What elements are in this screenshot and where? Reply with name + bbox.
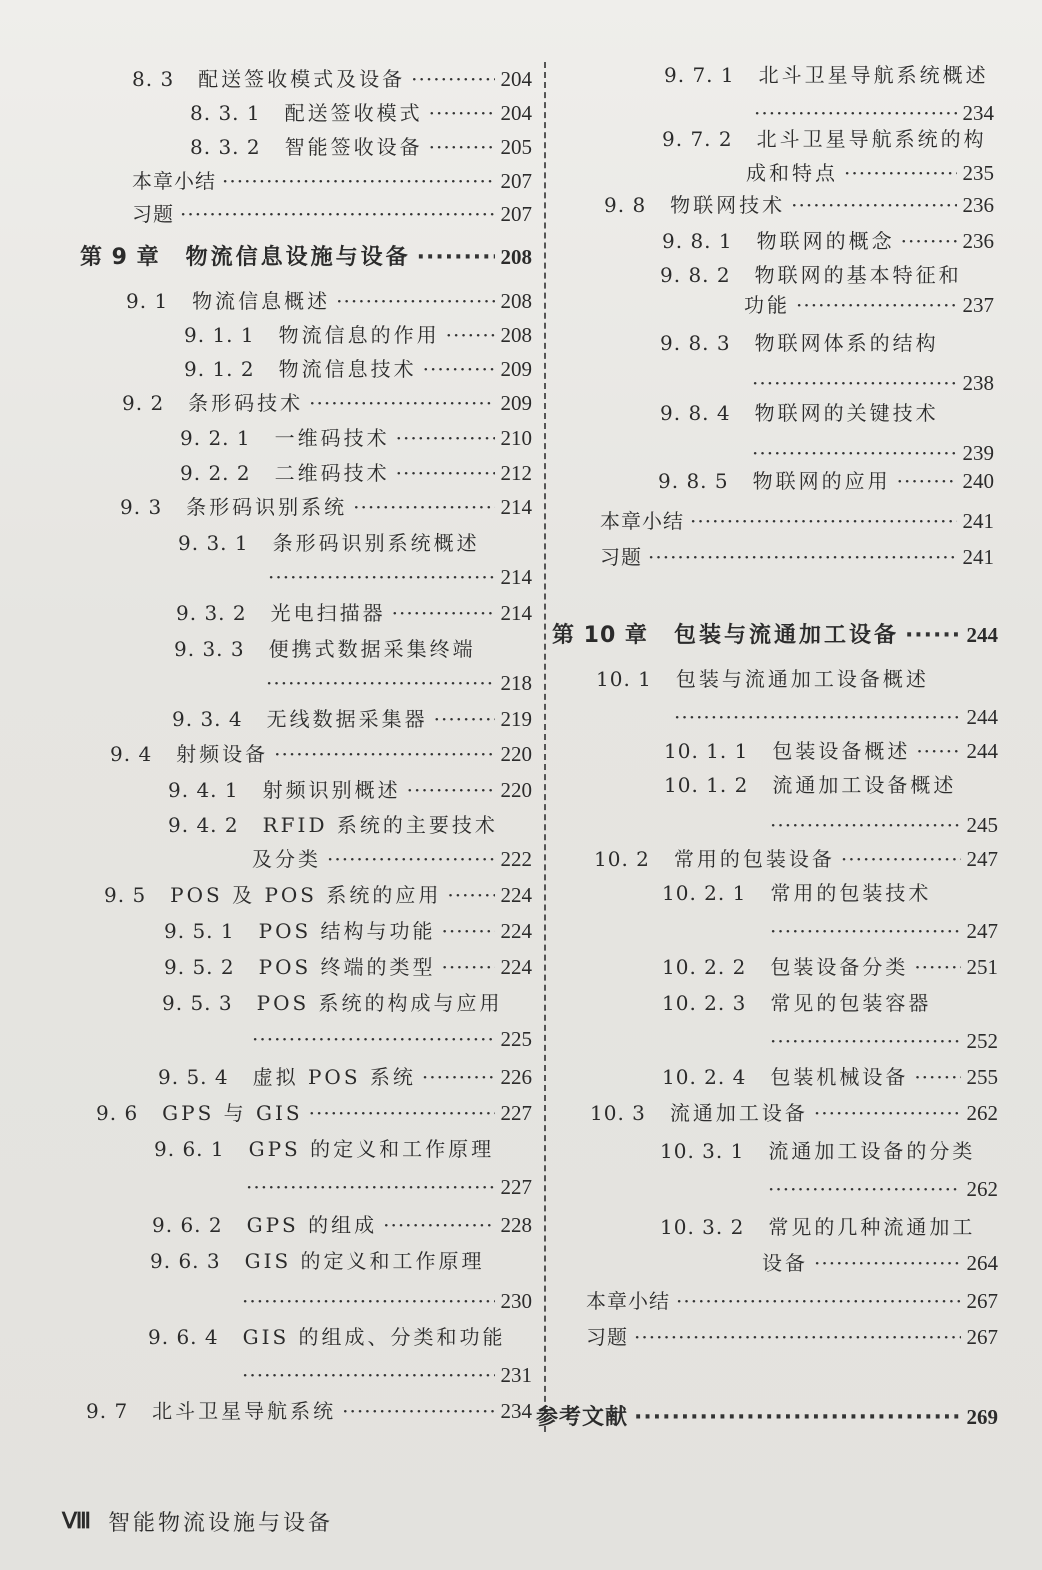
toc-page-number: 207 [500,169,532,193]
toc-leader-dots [690,508,957,534]
toc-section-title: 流通加工设备的分类 [768,1139,976,1163]
toc-leader-dots [309,1100,495,1126]
toc-section-title: 射频设备 [176,742,269,766]
toc-entry-continuation [746,370,994,396]
toc-entry [662,954,998,980]
toc-section-title: 设备 [762,1251,808,1275]
toc-section-title: 条形码识别系统概述 [272,531,480,555]
toc-leader-dots [770,1028,961,1054]
toc-section-number: 本章小结 [586,1289,670,1313]
toc-section-number: 9. 3. 2 [176,601,247,625]
toc-page-number: 209 [500,391,532,415]
toc-leader-dots [180,201,495,227]
toc-page-number: 208 [500,323,532,347]
toc-entry [596,666,998,692]
toc-entry [122,390,532,416]
toc-leader-dots [770,918,961,944]
toc-entry [126,288,532,314]
toc-page-number: 255 [966,1065,998,1089]
toc-section-title: POS 系统的构成与应用 [256,991,503,1015]
toc-section-title: 包装设备分类 [770,955,909,979]
toc-page-number: 207 [500,202,532,226]
toc-page-number: 267 [966,1325,998,1349]
toc-entry-continuation [762,1176,998,1202]
toc-section-number: 9. 7 [86,1399,129,1423]
toc-page-number: 228 [500,1213,532,1237]
toc-entry-continuation [762,1250,998,1276]
toc-leader-dots [648,544,957,570]
toc-section-title: GPS 的定义和工作原理 [248,1137,495,1161]
toc-page-number: 234 [962,101,994,125]
toc-section-title: RFID 系统的主要技术 [262,813,498,837]
toc-entry-continuation [240,1174,532,1200]
toc-entry [174,636,532,662]
toc-leader-dots [429,134,495,160]
toc-leader-dots [768,1176,961,1202]
toc-section-title: 无线数据采集器 [266,707,428,731]
toc-page-number: 227 [500,1101,532,1125]
toc-page-number: 208 [500,245,532,269]
toc-leader-dots [242,1362,495,1388]
toc-section-number: 9. 2. 1 [180,426,251,450]
toc-section-number: 10. 2. 3 [662,991,747,1015]
toc-leader-dots [814,1100,961,1126]
toc-page-number: 219 [500,707,532,731]
toc-section-title: 便携式数据采集终端 [268,637,476,661]
toc-page-number: 262 [966,1101,998,1125]
toc-page-number: 262 [966,1177,998,1201]
toc-section-title: 物流信息技术 [278,357,417,381]
toc-entry-continuation [252,846,532,872]
toc-page-number: 240 [962,469,994,493]
toc-entry [178,530,532,556]
toc-section-number: 本章小结 [600,509,684,533]
toc-page-number: 218 [500,671,532,695]
toc-leader-dots [396,425,495,451]
toc-section-number: 10. 2. 1 [662,881,747,905]
toc-section-title: 包装与流通加工设备概述 [675,667,929,691]
toc-section-title: 常用的包装技术 [770,881,932,905]
toc-leader-dots [342,1398,494,1424]
toc-page-number: 220 [500,778,532,802]
toc-leader-dots [791,192,956,218]
toc-entry [586,1324,998,1350]
toc-section-number: 9. 8. 4 [660,401,731,425]
toc-section-title: 二维码技术 [274,461,390,485]
toc-entry [600,508,994,534]
toc-section-number: 9. 8. 2 [660,263,731,287]
toc-section-number: 9. 3. 3 [174,637,245,661]
toc-page-number: 225 [500,1027,532,1051]
toc-leader-dots [429,100,495,126]
toc-leader-dots [268,564,495,590]
toc-section-number: 8. 3 [132,67,175,91]
toc-leader-dots [676,1288,961,1314]
toc-section-number: 9. 6. 3 [150,1249,221,1273]
toc-leader-dots [752,440,957,466]
toc-page-number: 252 [966,1029,998,1053]
toc-section-title: 常见的包装容器 [770,991,932,1015]
toc-leader-dots [274,741,494,767]
toc-section-number: 9. 8. 1 [662,229,733,253]
toc-section-number: 10. 3. 2 [660,1215,745,1239]
toc-section-title: 物联网的应用 [752,469,891,493]
toc-section-number: 习题 [132,202,174,226]
toc-page-number: 264 [966,1251,998,1275]
toc-entry [180,460,532,486]
toc-entry [658,468,994,494]
toc-section-title: GPS 的组成 [246,1213,378,1237]
toc-page-number: 241 [962,509,994,533]
toc-section-title: 常见的几种流通加工 [768,1215,976,1239]
toc-page-number: 226 [500,1065,532,1089]
toc-page-number: 222 [500,847,532,871]
toc-section-title: POS 结构与功能 [258,919,436,943]
toc-entry [172,706,532,732]
toc-entry [660,400,994,426]
toc-leader-dots [905,623,961,649]
toc-page-number: 241 [962,545,994,569]
toc-section-number: 9. 6. 4 [148,1325,219,1349]
toc-entry [152,1212,532,1238]
toc-page-number: 237 [962,293,994,317]
toc-section-number: 9. 3. 4 [172,707,243,731]
toc-leader-dots [353,494,494,520]
toc-page-number: 224 [500,955,532,979]
toc-leader-dots [327,846,495,872]
toc-leader-dots [841,846,961,872]
toc-page-number: 210 [500,426,532,450]
toc-leader-dots [901,228,957,254]
toc-entry [190,100,532,126]
toc-section-number: 10. 2. 4 [662,1065,747,1089]
toc-section-title: 物流信息的作用 [278,323,440,347]
toc-entry [664,62,994,88]
toc-entry-continuation [746,440,994,466]
toc-section-number: 10. 2. 2 [662,955,747,979]
toc-section-title: 一维码技术 [274,426,390,450]
toc-entry [184,322,532,348]
toc-section-title: 虚拟 POS 系统 [252,1065,416,1089]
toc-section-number: 10. 2 [594,847,650,871]
toc-leader-dots [246,1174,495,1200]
toc-page-number: 227 [500,1175,532,1199]
toc-section-title: 配送签收模式 [284,101,423,125]
toc-page-number: 247 [966,919,998,943]
toc-section-number: 10. 1. 1 [664,739,749,763]
toc-page-number: 267 [966,1289,998,1313]
toc-section-title: GIS 的定义和工作原理 [244,1249,485,1273]
toc-page-number: 247 [966,847,998,871]
toc-section-title: 成和特点 [746,161,838,185]
toc-page-number: 214 [500,601,532,625]
toc-entry [148,1324,532,1350]
toc-page-number: 235 [962,161,994,185]
toc-section-number: 9. 3. 1 [178,531,249,555]
toc-page-number: 214 [500,495,532,519]
toc-entry [176,600,532,626]
toc-section-number: 8. 3. 1 [190,101,261,125]
toc-entry [180,425,532,451]
toc-leader-dots [396,460,495,486]
toc-section-title: 射频识别概述 [262,778,401,802]
toc-leader-dots [222,168,495,194]
toc-section-title: 物联网的概念 [756,229,895,253]
toc-entry [190,134,532,160]
toc-leader-dots [634,1405,960,1431]
toc-section-number: 10. 3 [590,1101,646,1125]
toc-page-number: 230 [500,1289,532,1313]
toc-section-number: 9. 2 [122,391,165,415]
toc-section-number: 9. 5. 3 [162,991,233,1015]
toc-leader-dots [770,812,961,838]
toc-section-number: 第 10 章 [552,623,648,648]
toc-leader-dots [634,1324,961,1350]
toc-leader-dots [844,160,957,186]
toc-section-title: GPS 与 GIS [162,1101,303,1125]
toc-entry [158,1064,532,1090]
toc-leader-dots [674,704,961,730]
toc-leader-dots [447,882,494,908]
toc-entry [132,201,532,227]
toc-section-number: 9. 8 [604,193,647,217]
toc-entry-continuation [764,812,998,838]
toc-leader-dots [442,954,495,980]
toc-section-number: 9. 5. 1 [164,919,235,943]
toc-page-number: 231 [500,1363,532,1387]
toc-leader-dots [423,356,495,382]
toc-page-number: 208 [500,289,532,313]
toc-page-number: 204 [500,67,532,91]
toc-entry-continuation [246,1026,532,1052]
toc-section-title: 物联网体系的结构 [754,331,939,355]
toc-section-number: 10. 1. 2 [664,773,749,797]
toc-section-title: 及分类 [252,847,321,871]
toc-entry [660,330,994,356]
toc-section-title: 北斗卫星导航系统的构 [756,127,987,151]
toc-leader-dots [336,288,494,314]
toc-entry [662,880,998,906]
toc-leader-dots [411,66,494,92]
toc-entry [586,1288,998,1314]
toc-section-title: 流通加工设备概述 [772,773,957,797]
toc-entry-continuation [744,292,994,318]
toc-section-title: POS 及 POS 系统的应用 [170,883,442,907]
toc-section-number: 9. 6. 2 [152,1213,223,1237]
toc-page-number: 236 [962,229,994,253]
toc-entry [590,1100,998,1126]
toc-section-number: 9. 3 [120,495,163,519]
toc-leader-dots [914,954,960,980]
toc-page-number: 204 [500,101,532,125]
toc-section-number: 本章小结 [132,169,216,193]
toc-section-number: 9. 6. 1 [154,1137,225,1161]
toc-leader-dots [916,738,960,764]
toc-entry-continuation [236,1362,532,1388]
toc-entry [662,228,994,254]
toc-entry [660,262,994,288]
toc-entry [604,192,994,218]
toc-entry [600,544,994,570]
toc-page-number: 214 [500,565,532,589]
toc-leader-dots [897,468,957,494]
toc-section-title: 条形码识别系统 [186,495,348,519]
toc-entry [132,66,532,92]
toc-entry [168,812,532,838]
toc-section-title: 物流信息概述 [192,289,331,313]
toc-section-number: 9. 4 [110,742,153,766]
toc-entry [132,168,532,194]
toc-section-number: 8. 3. 2 [190,135,261,159]
toc-section-title: 包装设备概述 [772,739,911,763]
toc-leader-dots [242,1288,495,1314]
column-divider [544,62,546,1432]
toc-section-number: 第 9 章 [80,245,160,270]
toc-entry [104,882,532,908]
toc-entry [664,772,998,798]
toc-entry [184,356,532,382]
toc-section-title: 条形码技术 [188,391,304,415]
toc-entry-continuation [262,564,532,590]
toc-section-number: 习题 [600,545,642,569]
toc-entry [86,1398,532,1424]
toc-entry [664,738,998,764]
toc-page-number: 220 [500,742,532,766]
toc-page-number: 212 [500,461,532,485]
toc-section-number: 9. 8. 3 [660,331,731,355]
toc-page-number: 209 [500,357,532,381]
toc-section-title: 常用的包装设备 [673,847,835,871]
toc-section-number: 10. 3. 1 [660,1139,745,1163]
toc-leader-dots [814,1250,961,1276]
toc-section-title: 配送签收模式及设备 [198,67,406,91]
toc-entry [660,1138,998,1164]
toc-leader-dots [252,1026,495,1052]
toc-section-number: 习题 [586,1325,628,1349]
toc-section-number: 9. 8. 5 [658,469,729,493]
toc-section-title: 北斗卫星导航系统 [152,1399,337,1423]
toc-page-number: 224 [500,883,532,907]
toc-section-title: 智能签收设备 [284,135,423,159]
toc-page-number: 234 [500,1399,532,1423]
toc-section-title: 物流信息设施与设备 [185,245,411,270]
footer-page-number: Ⅷ [62,1508,91,1533]
toc-page-number: 244 [966,739,998,763]
toc-entry [660,1214,998,1240]
toc-page-number: 238 [962,371,994,395]
toc-section-title: 物联网的关键技术 [754,401,939,425]
toc-page-number: 251 [966,955,998,979]
toc-entry [662,126,994,152]
toc-entry [150,1248,532,1274]
toc-entry [110,741,532,767]
toc-leader-dots [383,1212,494,1238]
toc-leader-dots [392,600,495,626]
toc-entry [662,990,998,1016]
toc-section-title: 包装与流通加工设备 [673,623,899,648]
toc-section-title: 物联网技术 [670,193,786,217]
toc-section-number: 9. 5. 4 [158,1065,229,1089]
toc-chapter-entry [552,622,998,649]
toc-section-title: 流通加工设备 [669,1101,808,1125]
toc-entry [120,494,532,520]
toc-leader-dots [407,777,495,803]
toc-section-number: 9. 4. 2 [168,813,239,837]
toc-page-number: 244 [966,623,998,647]
toc-leader-dots [434,706,495,732]
toc-leader-dots [914,1064,960,1090]
footer-book-title: 智能物流设施与设备 [108,1511,334,1536]
toc-section-number: 9. 7. 1 [664,63,735,87]
toc-entry-continuation [764,1028,998,1054]
toc-section-title: 北斗卫星导航系统概述 [758,63,989,87]
toc-chapter-entry [536,1404,998,1431]
toc-page-number: 239 [962,441,994,465]
toc-page-number: 205 [500,135,532,159]
toc-section-title: 光电扫描器 [270,601,386,625]
toc-section-title: POS 终端的类型 [258,955,436,979]
toc-section-number: 9. 6 [96,1101,139,1125]
toc-page-number: 244 [966,705,998,729]
toc-section-title: 包装机械设备 [770,1065,909,1089]
toc-entry [662,1064,998,1090]
toc-section-number: 9. 2. 2 [180,461,251,485]
toc-leader-dots [752,370,957,396]
toc-leader-dots [309,390,494,416]
toc-section-number: 9. 1. 1 [184,323,255,347]
toc-leader-dots [422,1064,495,1090]
toc-section-title: GIS 的组成、分类和功能 [242,1325,506,1349]
toc-entry [162,990,532,1016]
toc-entry [154,1136,532,1162]
toc-entry-continuation [746,160,994,186]
toc-section-number: 9. 5. 2 [164,955,235,979]
toc-entry [164,954,532,980]
toc-entry [168,777,532,803]
toc-section-number: 9. 1. 2 [184,357,255,381]
toc-page-number: 269 [966,1405,998,1429]
toc-entry [164,918,532,944]
toc-page-number: 236 [962,193,994,217]
toc-leader-dots [446,322,495,348]
toc-chapter-entry [80,244,532,271]
toc-section-number: 9. 5 [104,883,147,907]
toc-leader-dots [417,245,495,271]
toc-entry-continuation [236,1288,532,1314]
toc-page-number: 245 [966,813,998,837]
toc-entry-continuation [748,100,994,126]
toc-entry [96,1100,532,1126]
toc-section-number: 10. 1 [596,667,652,691]
toc-entry-continuation [260,670,532,696]
toc-entry-continuation [764,918,998,944]
toc-section-number: 参考文献 [536,1405,629,1430]
toc-leader-dots [796,292,957,318]
toc-entry-continuation [668,704,998,730]
toc-section-title: 功能 [744,293,790,317]
toc-entry [594,846,998,872]
toc-section-number: 9. 4. 1 [168,778,239,802]
toc-section-number: 9. 1 [126,289,169,313]
toc-leader-dots [266,670,495,696]
toc-leader-dots [754,100,957,126]
toc-section-number: 9. 7. 2 [662,127,733,151]
toc-page-number: 224 [500,919,532,943]
toc-section-title: 物联网的基本特征和 [754,263,962,287]
toc-leader-dots [442,918,495,944]
